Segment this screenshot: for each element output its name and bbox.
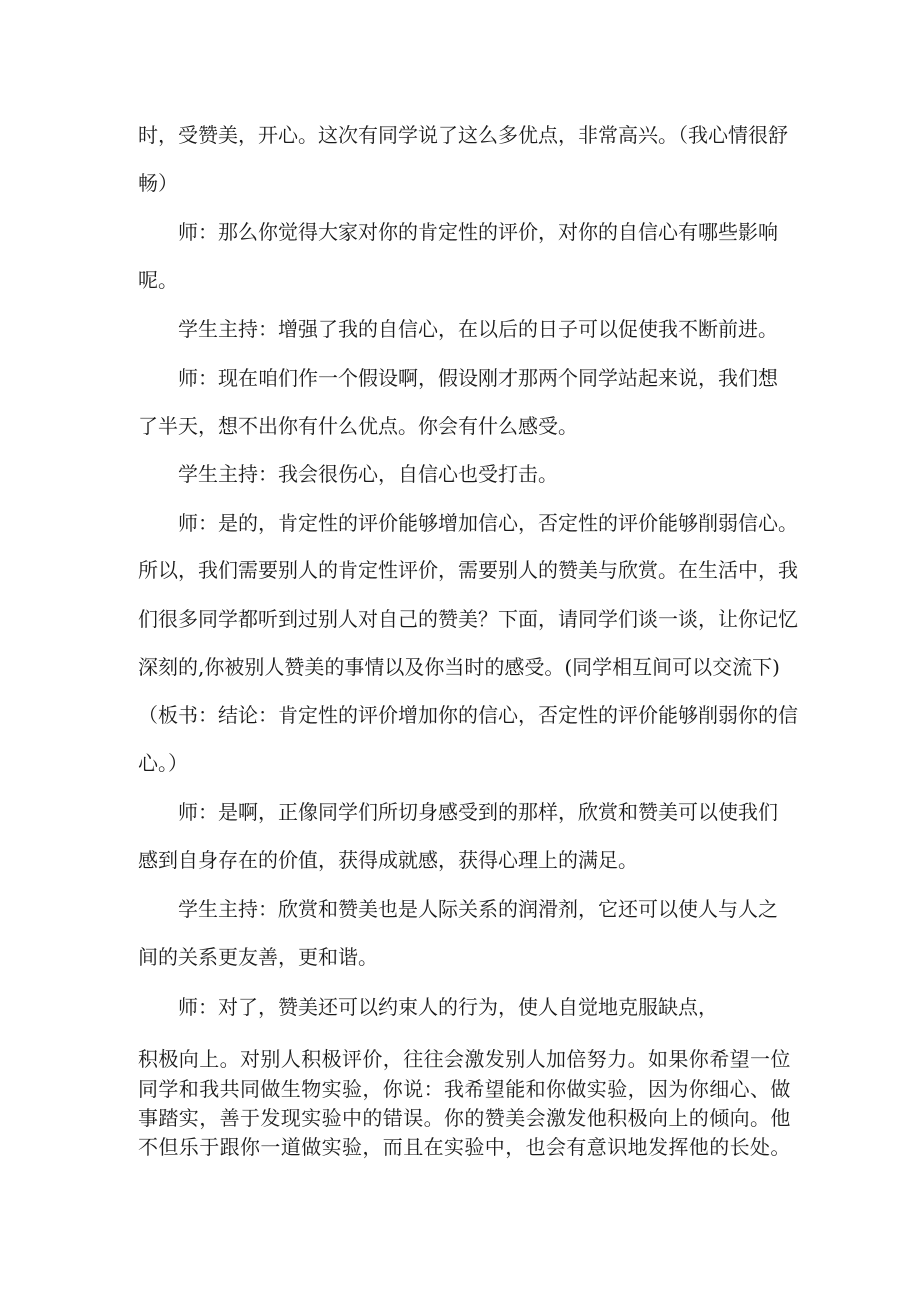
text-line: 师：那么你觉得大家对你的肯定性的评价，对你的自信心有哪些影响 bbox=[178, 220, 778, 244]
text-line: 师：对了，赞美还可以约束人的行为，使人自觉地克服缺点， bbox=[178, 995, 718, 1019]
text-line: 呢。 bbox=[138, 268, 178, 292]
text-line: 不但乐于跟你一道做实验，而且在实验中，也会有意识地发挥他的长处。 bbox=[138, 1135, 791, 1159]
text-line: 学生主持：我会很伤心，自信心也受打击。 bbox=[178, 462, 558, 486]
text-line: 畅） bbox=[138, 171, 178, 195]
text-line: 学生主持：欣赏和赞美也是人际关系的润滑剂，它还可以使人与人之 bbox=[178, 897, 778, 921]
text-line: 深刻的,你被别人赞美的事情以及你当时的感受。(同学相互间可以交流下) bbox=[138, 655, 780, 679]
text-line: 时，受赞美，开心。这次有同学说了这么多优点，非常高兴。（我心情很舒 bbox=[138, 123, 788, 147]
text-line: 们很多同学都听到过别人对自己的赞美？下面，请同学们谈一谈，让你记忆 bbox=[138, 607, 798, 631]
text-line: （板书：结论：肯定性的评价增加你的信心，否定性的评价能够削弱你的信 bbox=[138, 703, 798, 727]
text-line: 间的关系更友善，更和谐。 bbox=[138, 945, 378, 969]
text-line: 师：是的，肯定性的评价能够增加信心，否定性的评价能够削弱信心。 bbox=[178, 511, 798, 535]
text-line: 感到自身存在的价值，获得成就感，获得心理上的满足。 bbox=[138, 848, 638, 872]
text-line: 了半天，想不出你有什么优点。你会有什么感受。 bbox=[138, 414, 578, 438]
text-line: 事踏实，善于发现实验中的错误。你的赞美会激发他积极向上的倾向。他 bbox=[138, 1106, 791, 1130]
text-line: 师：现在咱们作一个假设啊，假设刚才那两个同学站起来说，我们想 bbox=[178, 366, 778, 390]
text-line: 积极向上。对别人积极评价，往往会激发别人加倍努力。如果你希望一位 bbox=[138, 1047, 791, 1071]
text-line: 学生主持：增强了我的自信心，在以后的日子可以促使我不断前进。 bbox=[178, 317, 778, 341]
text-line: 心。） bbox=[138, 751, 188, 775]
text-line: 师：是啊，正像同学们所切身感受到的那样，欣赏和赞美可以使我们 bbox=[178, 800, 778, 824]
text-line: 所以，我们需要别人的肯定性评价，需要别人的赞美与欣赏。在生活中，我 bbox=[138, 558, 798, 582]
text-line: 同学和我共同做生物实验，你说：我希望能和你做实验，因为你细心、做 bbox=[138, 1077, 791, 1101]
